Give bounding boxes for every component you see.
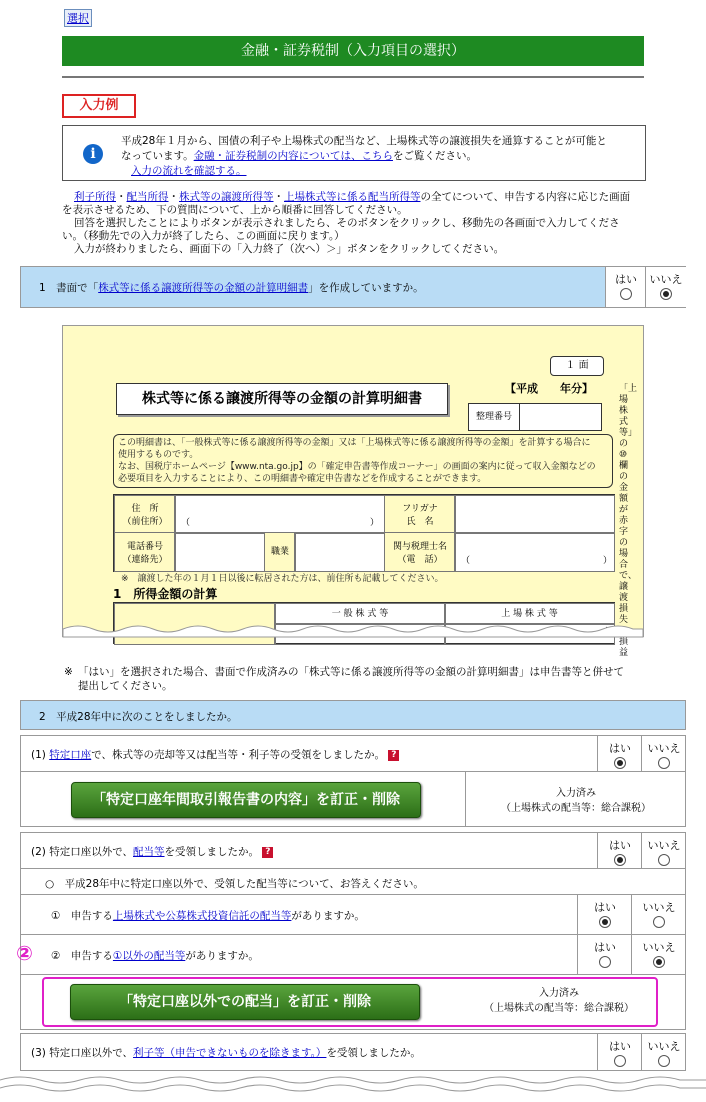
q2-2-sub2-no-cell[interactable] [631, 935, 686, 975]
input-flow-link[interactable]: 入力の流れを確認する。 [131, 165, 247, 177]
q1-note-line2: 提出してください。 [78, 680, 173, 692]
question-1-row [20, 266, 686, 308]
form-address-value [174, 495, 386, 534]
t: 氏 名 [406, 517, 434, 527]
form-page-no: １ 面 [550, 356, 604, 376]
sep: ・ [116, 191, 127, 203]
form-note1: この明細書は、「一般株式等に係る譲渡所得等の金額」又は「上場株式等に係る譲渡所得等の金額」を計算する場合に [118, 438, 591, 448]
specific-account-link[interactable]: 特定口座 [49, 749, 92, 761]
edit-specific-account-report-button[interactable]: 「特定口座年間取引報告書の内容」を訂正・削除 [71, 782, 421, 818]
tax-info-link[interactable]: 金融・証券税制の内容については、こちら [193, 150, 393, 162]
q2-2-subheader [20, 868, 686, 896]
t: （電 話） [397, 555, 443, 565]
question-2-1-row [20, 735, 686, 773]
t: 電話番号 [126, 542, 163, 552]
no-label: いいえ [649, 273, 683, 286]
intro-line2: を表示させるため、下の質問について、上から順番に回答してください。 [62, 204, 408, 216]
help-icon[interactable]: ? [262, 847, 273, 858]
yes-label: はい [594, 941, 616, 954]
q2-2-sub1-no-radio[interactable] [653, 916, 665, 928]
form-col-listed: 上 場 株 式 等 [444, 603, 615, 625]
form-name-value [454, 495, 615, 534]
q2-2-yes-cell[interactable] [597, 833, 642, 869]
t: で、株式等の売却等又は配当等・利子等の受領をしましたか。 [91, 749, 386, 761]
calc-statement-link[interactable]: 株式等に係る譲渡所得等の金額の計算明細書 [98, 282, 309, 294]
edit-non-specific-dividends-button[interactable]: 「特定口座以外での配当」を訂正・削除 [70, 984, 420, 1020]
q1-yes-cell[interactable] [605, 267, 646, 307]
info-text: なっています。 [121, 150, 194, 162]
q1-no-cell[interactable] [645, 267, 686, 307]
q2-3-no-cell[interactable] [641, 1034, 686, 1070]
example-badge: 入力例 [62, 94, 136, 118]
form-title: 株式等に係る譲渡所得等の金額の計算明細書 [116, 383, 448, 415]
form-moved-note: ※ 譲渡した年の１月１日以後に転居された方は、前住所も記載してください。 [121, 574, 444, 584]
question-2-header [20, 700, 686, 730]
title-divider [62, 76, 644, 78]
t: がありますか。 [291, 910, 365, 922]
q2-2-no-cell[interactable] [641, 833, 686, 869]
intro-line4: い。（移動先での入力が終了したら、この画面に戻ります。） [62, 230, 345, 242]
q1-pre: 1 書面で「 [39, 282, 99, 294]
other-dividends-link[interactable]: ①以外の配当等 [112, 950, 186, 962]
t: ） [603, 556, 613, 566]
yes-label: はい [594, 901, 616, 914]
yes-label: はい [609, 742, 631, 755]
t: (1) [31, 749, 50, 761]
no-label: いいえ [642, 901, 676, 914]
page-title: 金融・証券税制（入力項目の選択） [62, 36, 644, 66]
form-name-label [384, 495, 456, 534]
q2-3-yes-cell[interactable] [597, 1034, 642, 1070]
form-note4: 必要項目を入力することにより、この明細書や確定申告書などを作成することができます。 [118, 474, 487, 484]
q2-2-sub1-text [51, 908, 365, 923]
status-text: 入力済み [539, 988, 579, 999]
t: を受領しましたか。 [326, 1047, 421, 1059]
link-interest-income[interactable]: 利子所得 [74, 191, 116, 203]
q2-2-sub2-no-radio[interactable] [653, 956, 665, 968]
q2-2-text [31, 844, 273, 859]
info-icon: i [83, 144, 103, 164]
form-side-text: 「上場株式等」の⑩欄の金額が赤字の場合で、譲渡損失 損益 [619, 384, 638, 658]
form-address-label [114, 495, 176, 534]
dividends-link[interactable]: 配当等 [133, 846, 165, 858]
status-detail: （上場株式の配当等：総合課税） [501, 803, 651, 814]
intro-line5: 入力が終わりましたら、画面下の「入力終了（次へ）＞」ボタンをクリックしてください。 [74, 243, 505, 255]
status-detail: （上場株式の配当等：総合課税） [484, 1003, 634, 1014]
form-phone-label [114, 532, 176, 572]
form-year: 【平成 年分】 [505, 382, 593, 395]
intro-text [62, 191, 662, 256]
sep: ・ [168, 191, 179, 203]
q2-2-sub1-yes-cell[interactable] [577, 895, 632, 935]
form-tax-acct-value [454, 532, 615, 572]
t: （前住所） [122, 517, 168, 527]
t: フリガナ [402, 504, 438, 514]
question-2-text: 2 平成28年中に次のことをしましたか。 [39, 711, 238, 723]
q2-2-no-radio[interactable] [658, 854, 670, 866]
q2-2-sub1-no-cell[interactable] [631, 895, 686, 935]
q2-1-text [31, 747, 399, 762]
info-box [62, 125, 646, 181]
yes-label: はい [609, 1040, 631, 1053]
yes-label: はい [615, 273, 637, 286]
t: ② 申告する [51, 950, 113, 962]
no-label: いいえ [647, 1040, 681, 1053]
q1-yes-radio[interactable] [620, 288, 632, 300]
t: 関与税理士名 [392, 542, 447, 552]
q2-2-sub2-text [51, 948, 259, 963]
no-label: いいえ [647, 839, 681, 852]
sep: ・ [273, 191, 284, 203]
link-listed-dividend-income[interactable]: 上場株式等に係る配当所得等 [284, 191, 421, 203]
q2-2-sub2-row [20, 934, 686, 976]
top-select-link[interactable]: 選択 [64, 9, 92, 27]
t: （ [461, 556, 471, 566]
q2-1-status [465, 772, 686, 826]
link-dividend-income[interactable]: 配当所得 [126, 191, 169, 203]
q2-1-no-radio[interactable] [658, 757, 670, 769]
q2-2-subheader-text: ○ 平成28年中に特定口座以外で、受領した配当等について、お答えください。 [45, 878, 424, 890]
q2-3-yes-radio[interactable] [614, 1055, 626, 1067]
form-col-general: 一 般 株 式 等 [274, 603, 446, 625]
intro-line3: 回答を選択したことによりボタンが表示されましたら、そのボタンをクリックし、移動先の各画面で入力してくださ [74, 217, 620, 229]
no-label: いいえ [647, 742, 681, 755]
status-text: 入力済み [556, 788, 596, 799]
info-line1: 平成28年１月から、国債の利子や上場株式の配当など、上場株式等の譲渡損失を通算することが可能と [121, 135, 607, 147]
info-line2 [121, 148, 477, 163]
form-ref-box [468, 403, 602, 431]
intro-line1-post: の全てについて、申告する内容に応じた画面 [420, 191, 631, 203]
q2-2-sub1-row [20, 894, 686, 936]
form-note3: なお、国税庁ホームページ【www.nta.go.jp】の「確定申告書等作成コーナー」の画面の案内に従って収入金額などの [118, 462, 596, 472]
info-text: をご覧ください。 [392, 150, 477, 162]
q2-2-sub2-yes-cell[interactable] [577, 935, 632, 975]
calc-statement-form-image [62, 325, 644, 658]
q2-1-yes-cell[interactable] [597, 736, 642, 772]
q2-1-button-row [20, 771, 686, 827]
q2-2-status [464, 980, 654, 1014]
form-note [113, 434, 613, 488]
form-section1: 1 所得金額の計算 [113, 587, 218, 601]
form-job-label: 職業 [264, 532, 296, 572]
t: （連絡先） [122, 555, 168, 565]
q2-1-no-cell[interactable] [641, 736, 686, 772]
no-label: いいえ [642, 941, 676, 954]
q1-note-line1: ※ 「はい」を選択された場合、書面で作成済みの「株式等に係る譲渡所得等の金額の計算明細書」は申告書等と併せて [64, 666, 625, 678]
q2-3-text [31, 1045, 421, 1060]
form-tax-acct-label [384, 532, 456, 572]
q2-2-yes-radio[interactable] [614, 854, 626, 866]
question-2-3-row [20, 1033, 686, 1071]
form-job-value [294, 532, 386, 572]
q2-2-sub2-yes-radio[interactable] [599, 956, 611, 968]
q2-3-no-radio[interactable] [658, 1055, 670, 1067]
t: (2) 特定口座以外で、 [31, 846, 134, 858]
question-2-2-row [20, 832, 686, 870]
t: を受領しましたか。 [164, 846, 260, 858]
form-phone-value [174, 532, 266, 572]
listed-dividends-link[interactable]: 上場株式や公募株式投資信託の配当等 [112, 910, 292, 922]
torn-bottom-edge [0, 1072, 706, 1102]
t: ） [370, 518, 380, 528]
q1-post: 」を作成していますか。 [308, 282, 424, 294]
help-icon[interactable]: ? [388, 750, 399, 761]
form-info-grid [113, 494, 615, 572]
interest-link[interactable]: 利子等（申告できないものを除きます。） [133, 1047, 327, 1059]
t: (3) 特定口座以外で、 [31, 1047, 134, 1059]
yes-label: はい [609, 839, 631, 852]
q1-no-radio[interactable] [660, 288, 672, 300]
form-note2: 使用するものです。 [118, 450, 199, 460]
t: 住 所 [131, 504, 159, 514]
t: がありますか。 [185, 950, 259, 962]
q2-2-sub1-yes-radio[interactable] [599, 916, 611, 928]
t: （ [181, 518, 191, 528]
step-marker: ② [16, 941, 33, 965]
link-stock-transfer-income[interactable]: 株式等の譲渡所得等 [179, 191, 274, 203]
q2-1-yes-radio[interactable] [614, 757, 626, 769]
form-ref-label: 整理番号 [469, 404, 520, 430]
t: ① 申告する [51, 910, 113, 922]
question-1-text [39, 280, 424, 295]
torn-edge [63, 621, 643, 637]
